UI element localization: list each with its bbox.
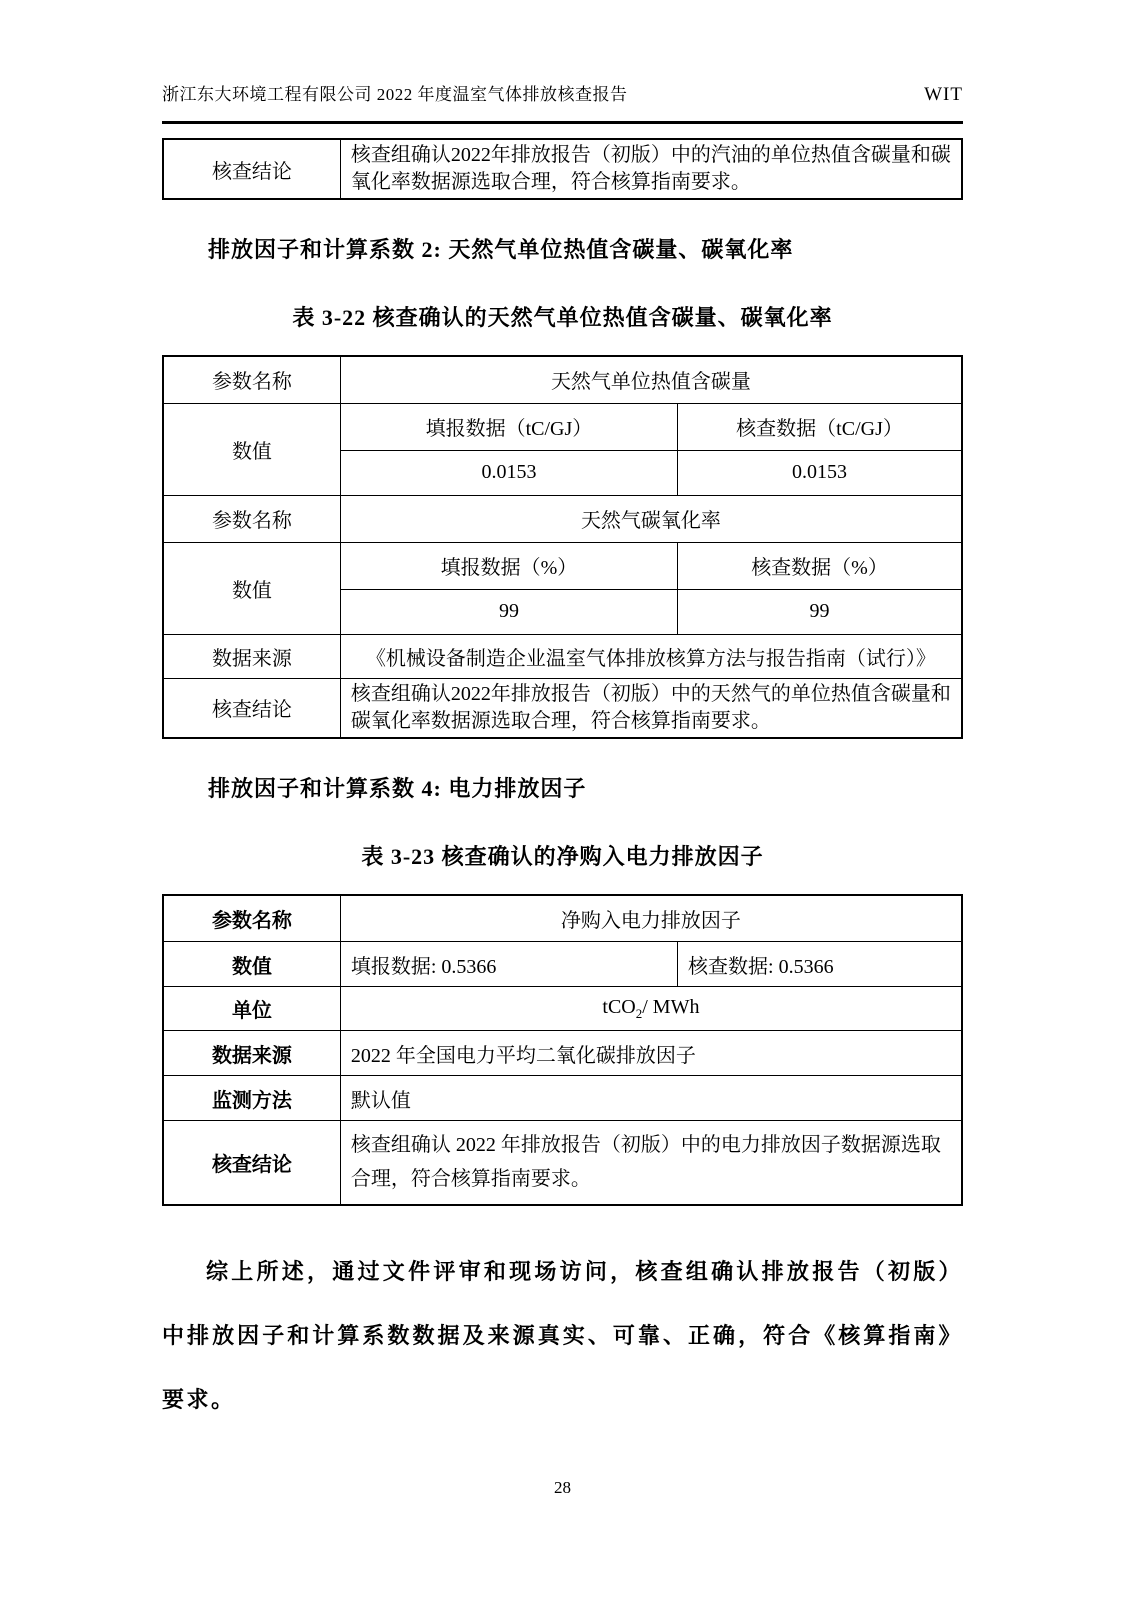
unit-value bbox=[340, 987, 962, 1031]
verified-value: 99 bbox=[678, 589, 962, 634]
reported-header: 填报数据（%） bbox=[340, 542, 677, 589]
verified-value: 核查数据: 0.5366 bbox=[678, 942, 962, 987]
value-label: 数值 bbox=[163, 403, 340, 495]
report-title: 浙江东大环境工程有限公司 2022 年度温室气体排放核查报告 bbox=[162, 85, 628, 104]
table-row bbox=[163, 942, 962, 987]
table-row bbox=[163, 1031, 962, 1076]
unit-suffix: / MWh bbox=[642, 995, 700, 1018]
method-value: 默认值 bbox=[340, 1076, 962, 1121]
reported-value: 99 bbox=[340, 589, 677, 634]
table-3-23 bbox=[162, 894, 963, 1206]
table-row bbox=[163, 987, 962, 1031]
conclusion-value: 核查组确认2022年排放报告（初版）中的天然气的单位热值含碳量和碳氧化率数据源选取合理，符合核算指南要求。 bbox=[340, 678, 962, 738]
table-row bbox=[163, 1121, 962, 1205]
unit-label: 单位 bbox=[163, 987, 340, 1031]
table-3-22 bbox=[162, 355, 963, 739]
section-heading-power: 排放因子和计算系数 4: 电力排放因子 bbox=[208, 775, 587, 801]
conclusion-label: 核查结论 bbox=[163, 1121, 340, 1205]
wit-logo: WIT bbox=[924, 84, 963, 105]
table-3-23-caption: 表 3-23 核查确认的净购入电力排放因子 bbox=[361, 843, 764, 869]
page-content bbox=[162, 0, 963, 1432]
param-value: 天然气单位热值含碳量 bbox=[340, 356, 962, 403]
param-value: 净购入电力排放因子 bbox=[340, 895, 962, 942]
param-label: 参数名称 bbox=[163, 356, 340, 403]
table-row bbox=[163, 678, 962, 738]
carryover-table bbox=[162, 138, 963, 200]
param-label: 参数名称 bbox=[163, 895, 340, 942]
param-label: 参数名称 bbox=[163, 495, 340, 542]
conclusion-value: 核查组确认2022年排放报告（初版）中的汽油的单位热值含碳量和碳氧化率数据源选取合理，符合核算指南要求。 bbox=[340, 139, 962, 199]
source-value: 《机械设备制造企业温室气体排放核算方法与报告指南（试行）》 bbox=[340, 634, 962, 678]
method-label: 监测方法 bbox=[163, 1076, 340, 1121]
source-value: 2022 年全国电力平均二氧化碳排放因子 bbox=[340, 1031, 962, 1076]
table-row bbox=[163, 634, 962, 678]
table-row bbox=[163, 1076, 962, 1121]
page-number: 28 bbox=[554, 1478, 571, 1497]
conclusion-value: 核查组确认 2022 年排放报告（初版）中的电力排放因子数据源选取合理，符合核算指南要求。 bbox=[340, 1121, 962, 1205]
value-label: 数值 bbox=[163, 542, 340, 634]
table-row bbox=[163, 495, 962, 542]
conclusion-label: 核查结论 bbox=[163, 678, 340, 738]
param-value: 天然气碳氧化率 bbox=[340, 495, 962, 542]
table-3-22-caption: 表 3-22 核查确认的天然气单位热值含碳量、碳氧化率 bbox=[292, 305, 833, 330]
verified-value: 0.0153 bbox=[678, 450, 962, 495]
table-row bbox=[163, 403, 962, 450]
page-header bbox=[162, 0, 963, 124]
verified-header: 核查数据（tC/GJ） bbox=[678, 403, 962, 450]
unit-subscript: 2 bbox=[635, 1005, 643, 1021]
value-label: 数值 bbox=[163, 942, 340, 987]
conclusion-label: 核查结论 bbox=[163, 139, 340, 199]
table-row bbox=[163, 895, 962, 942]
reported-header: 填报数据（tC/GJ） bbox=[340, 403, 677, 450]
source-label: 数据来源 bbox=[163, 1031, 340, 1076]
table-row bbox=[163, 542, 962, 589]
section-heading-gas: 排放因子和计算系数 2: 天然气单位热值含碳量、碳氧化率 bbox=[208, 237, 794, 262]
table-row bbox=[163, 356, 962, 403]
reported-value: 0.0153 bbox=[340, 450, 677, 495]
source-label: 数据来源 bbox=[163, 634, 340, 678]
verified-header: 核查数据（%） bbox=[678, 542, 962, 589]
unit-prefix: tCO bbox=[602, 995, 636, 1018]
summary-paragraph: 综上所述，通过文件评审和现场访问，核查组确认排放报告（初版）中排放因子和计算系数数据及来源真实、可靠、正确，符合《核算指南》要求。 bbox=[162, 1258, 963, 1412]
reported-value: 填报数据: 0.5366 bbox=[340, 942, 677, 987]
table-row bbox=[163, 139, 962, 199]
